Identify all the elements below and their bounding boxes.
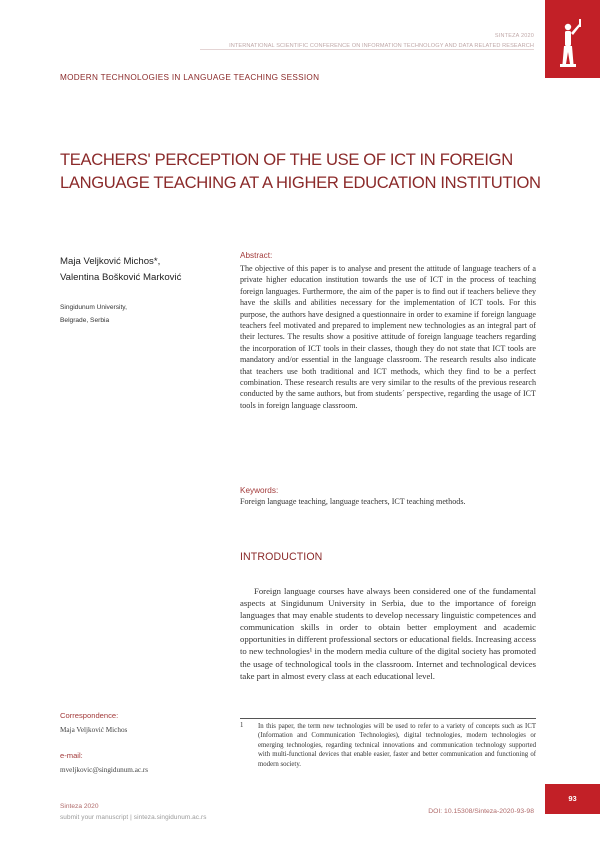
correspondence-label: Correspondence: bbox=[60, 711, 119, 720]
footnote-text: In this paper, the term new technologies will be used to refer to a variety of concepts such as ICT (Information and Communication Technologies), digital technologies, modern technologies or emerging technologies, regarding technical innovations and communication technology supported with multi-functional devices that enable easier, faster and better communication and functioning of modern society. bbox=[258, 723, 536, 768]
session-label: MODERN TECHNOLOGIES IN LANGUAGE TEACHING SESSION bbox=[60, 73, 320, 82]
header-divider bbox=[200, 49, 534, 50]
doi-label: DOI: 10.15308/Sinteza-2020-93-98 bbox=[428, 808, 534, 815]
journal-links: submit your manuscript | sinteza.singidunum.ac.rs bbox=[60, 814, 207, 821]
conference-brand: SINTEZA 2020 bbox=[494, 33, 534, 39]
footnote-number: 1 bbox=[240, 722, 244, 729]
statue-logo-graphic bbox=[545, 0, 600, 78]
paper-title-line-2: LANGUAGE TEACHING AT A HIGHER EDUCATION INSTITUTION bbox=[60, 173, 541, 192]
statue-logo-icon bbox=[545, 0, 600, 78]
keywords-label: Keywords: bbox=[240, 486, 279, 495]
journal-name: Sinteza 2020 bbox=[60, 803, 99, 810]
keywords-text: Foreign language teaching, language teachers, ICT teaching methods. bbox=[240, 497, 466, 506]
page-number: 93 bbox=[545, 784, 600, 814]
author-name: Maja Veljković Michos*, bbox=[60, 256, 161, 267]
author-list bbox=[60, 254, 181, 286]
footnote-divider bbox=[240, 718, 536, 719]
email-address: mveljkovic@singidunum.ac.rs bbox=[60, 766, 149, 774]
abstract-label: Abstract: bbox=[240, 251, 273, 260]
correspondence-name: Maja Veljković Michos bbox=[60, 726, 128, 734]
email-label: e-mail: bbox=[60, 751, 83, 760]
conference-name: INTERNATIONAL SCIENTIFIC CONFERENCE ON INFORMATION TECHNOLOGY AND DATA RELATED RESEARCH bbox=[229, 43, 534, 49]
affiliation-line: Singidunum University, bbox=[60, 304, 127, 311]
author-name: Valentina Bošković Marković bbox=[60, 272, 182, 283]
introduction-paragraph: Foreign language courses have always been considered one of the fundamental aspects at Singidunum University in Serbia, due to the importance of foreign languages that may enable students to develop necessary linguistic competences and communication skills in order to obtain better employment and academic opportunities in different professional sectors or educational fields. Increasing access to new technologies¹ in the modern media culture of the digital society has promoted the usage of technological tools in the classroom. Internet and technological devices take part in almost every class at each educational level. bbox=[240, 586, 536, 681]
author-affiliation bbox=[60, 301, 127, 327]
abstract-text: The objective of this paper is to analyse and present the attitude of language teachers of a private higher education institution towards the use of ICT in the process of teaching foreign languages. Furthermore, the aim of the paper is to find out if teachers believe they have the skills and abilities necessary for the implementation of ICT tools. For this purpose, the authors have designed a questionnaire in order to examine if foreign language teachers feel motivated and prepared to implement new technologies as an integral part of their lectures. The results show a positive attitude of foreign language teachers regarding the incorporation of ICT tools in their classes, though they do not state that ICT tools are mandatory and/or essential in the language classroom. The research results also indicate that teachers use both traditional and ICT methods, which they find to be a perfect combination. These research results are very similar to the results of the previous research conducted by the same authors, but from students´ perspective, regarding the usage of ICT tools in foreign language classroom. bbox=[240, 264, 536, 410]
section-heading: INTRODUCTION bbox=[240, 551, 323, 563]
affiliation-line: Belgrade, Serbia bbox=[60, 317, 110, 324]
paper-title-line-1: TEACHERS' PERCEPTION OF THE USE OF ICT IN FOREIGN bbox=[60, 150, 513, 169]
paper-title bbox=[60, 148, 550, 194]
